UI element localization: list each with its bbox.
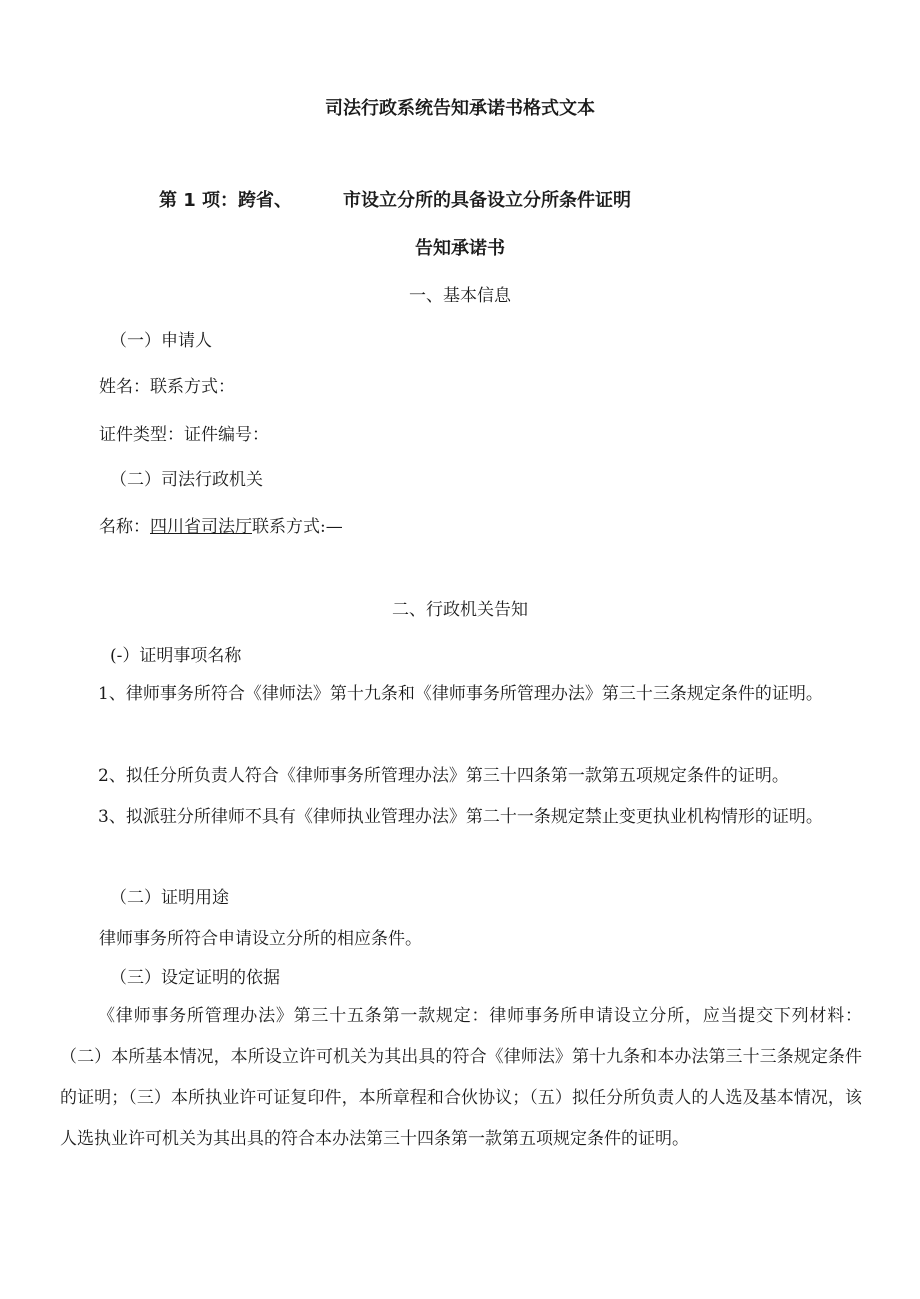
authority-label: 名称： bbox=[99, 517, 150, 537]
authority-line bbox=[99, 516, 343, 538]
purpose-text: 律师事务所符合申请设立分所的相应条件。 bbox=[99, 929, 422, 949]
item-1-paragraph: 1、律师事务所符合《律师法》第十九条和《律师事务所管理办法》第三十三条规定条件的证明。 bbox=[98, 684, 823, 704]
item-2-paragraph: 2、拟任分所负责人符合《律师事务所管理办法》第三十四条第一款第五项规定条件的证明。 bbox=[98, 766, 789, 786]
item-heading-left: 第 1 项：跨省、 bbox=[159, 190, 293, 211]
item-3-paragraph: 3、拟派驻分所律师不具有《律师执业管理办法》第二十一条规定禁止变更执业机构情形的证明。 bbox=[98, 807, 823, 827]
purpose-heading: （二）证明用途 bbox=[110, 888, 229, 908]
document-subtitle: 告知承诺书 bbox=[415, 238, 505, 259]
basis-paragraph: 《律师事务所管理办法》第三十五条第一款规定：律师事务所申请设立分所，应当提交下列材料：（二）本所基本情况，本所设立许可机关为其出具的符合《律师法》第十九条和本办法第三十三条规定条件的证明；（三）本所执业许可证复印件，本所章程和合伙协议；（五）拟任分所负责人的人选及基本情况，该人选执业许可机关为其出具的符合本办法第三十四条第一款第五项规定条件的证明。 bbox=[60, 1006, 862, 1149]
applicant-heading: （一）申请人 bbox=[110, 331, 212, 351]
authority-name: 四川省司法厅 bbox=[150, 517, 252, 537]
section2-heading: 二、行政机关告知 bbox=[392, 600, 528, 620]
authority-heading: （二）司法行政机关 bbox=[110, 470, 263, 490]
section1-heading: 一、基本信息 bbox=[409, 286, 511, 306]
authority-contact: 联系方式:— bbox=[252, 517, 343, 537]
item-heading-right: 市设立分所的具备设立分所条件证明 bbox=[343, 190, 631, 211]
basis-heading: （三）设定证明的依据 bbox=[110, 968, 280, 988]
applicant-name-line: 姓名：联系方式： bbox=[99, 377, 235, 397]
applicant-id-line: 证件类型：证件编号： bbox=[99, 425, 269, 445]
item-name-heading: (-）证明事项名称 bbox=[110, 646, 242, 666]
document-title: 司法行政系统告知承诺书格式文本 bbox=[325, 98, 595, 119]
